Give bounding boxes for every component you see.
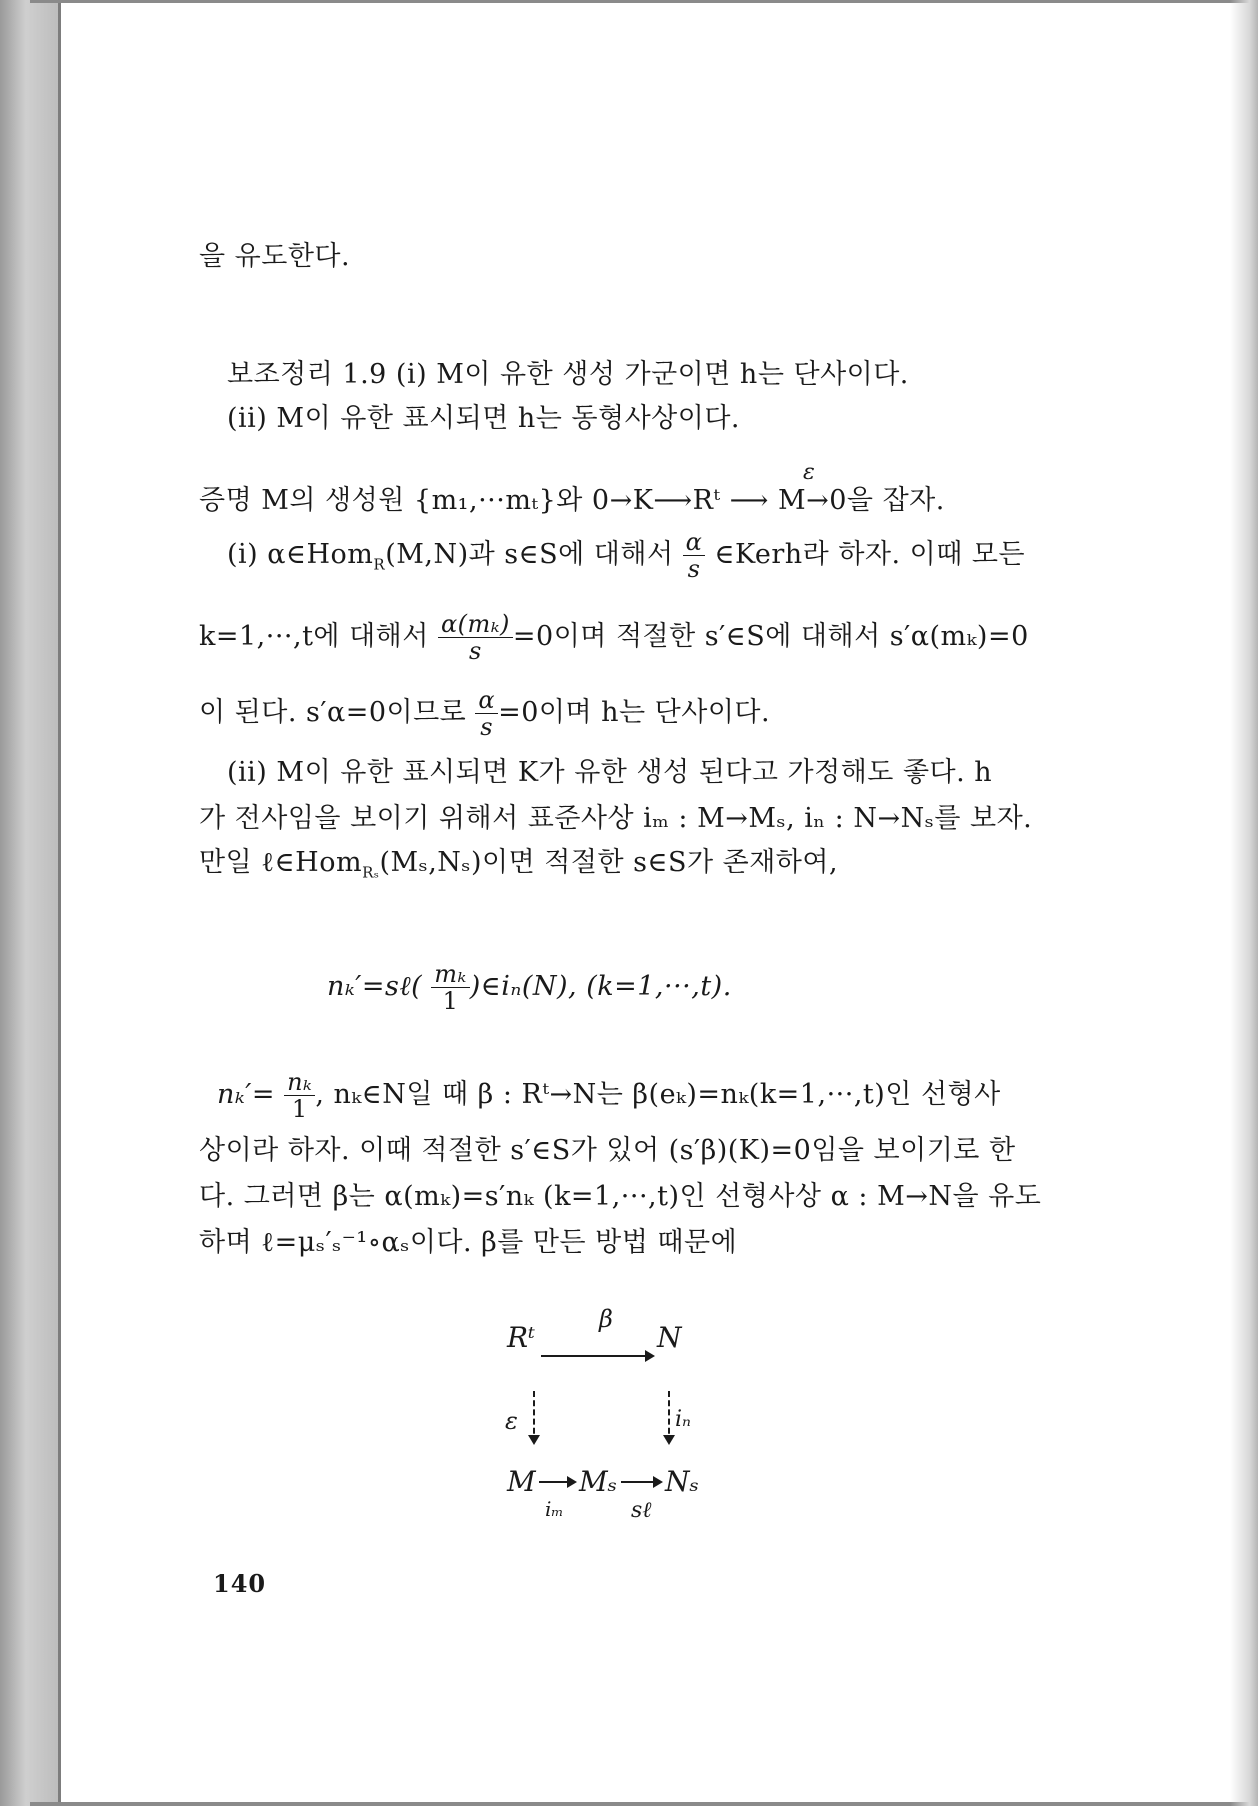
bottom-border bbox=[30, 1802, 1258, 1806]
proof-done-line bbox=[199, 687, 770, 740]
denominator: s bbox=[687, 555, 701, 583]
proof-text: 증명 M의 생성원 {m₁,···mₜ}와 0→K⟶Rᵗ ⟶ M→0을 잡자. bbox=[199, 485, 945, 516]
text-span: (Mₛ,Nₛ)이면 적절한 s∈S가 존재하여, bbox=[379, 847, 839, 878]
page-number: 140 bbox=[213, 1569, 267, 1598]
diagram-N: N bbox=[657, 1321, 682, 1354]
para2-line-3: 다. 그러면 β는 α(mₖ)=s′nₖ (k=1,···,t)인 선형사상 α : M→N을 유도 bbox=[199, 1181, 1042, 1212]
diagram-eps: ε bbox=[505, 1407, 518, 1435]
proof-ii-line-3 bbox=[199, 845, 838, 890]
arrow-eps bbox=[533, 1391, 535, 1443]
denominator: 1 bbox=[442, 987, 459, 1015]
text-span: , nₖ∈N일 때 β : Rᵗ→N는 β(eₖ)=nₖ(k=1,···,t)인 선형사 bbox=[315, 1079, 1001, 1110]
arrow-sl bbox=[621, 1481, 661, 1483]
diagram-iM: iₘ bbox=[545, 1497, 564, 1521]
text-span: nₖ′= bbox=[217, 1079, 275, 1110]
denominator: s bbox=[469, 637, 482, 665]
lemma-line-1: 보조정리 1.9 (i) M이 유한 생성 가군이면 h는 단사이다. bbox=[227, 359, 909, 390]
diagram-sl: sℓ bbox=[631, 1498, 652, 1523]
proof-line-1 bbox=[199, 483, 945, 519]
text-span: (M,N)과 s∈S에 대해서 bbox=[385, 539, 674, 570]
subscript: R bbox=[373, 555, 386, 574]
numerator: α bbox=[475, 687, 498, 714]
numerator: mₖ bbox=[431, 961, 470, 988]
lemma-line-2: (ii) M이 유한 표시되면 h는 동형사상이다. bbox=[227, 403, 741, 434]
diagram-iN: iₙ bbox=[675, 1407, 691, 1432]
numerator: α bbox=[683, 529, 706, 556]
fraction bbox=[431, 961, 470, 1014]
text-span: ∈Kerh라 하자. 이때 모든 bbox=[714, 539, 1026, 570]
numerator: α(mₖ) bbox=[438, 611, 513, 638]
para2-line-2: 상이라 하자. 이때 적절한 s′∈S가 있어 (s′β)(K)=0임을 보이기로 한 bbox=[199, 1135, 1016, 1166]
para2-line-4: 하며 ℓ=μₛ′ₛ⁻¹∘αₛ이다. β를 만든 방법 때문에 bbox=[199, 1227, 738, 1258]
text-span: )∈iₙ(N), (k=1,···,t). bbox=[469, 971, 732, 1002]
equation-line bbox=[327, 961, 732, 1014]
proof-ii-line-2: 가 전사임을 보이기 위해서 표준사상 iₘ : M→Mₛ, iₙ : N→Nₛ를 보자. bbox=[199, 803, 1033, 834]
text-span: k=1,···,t에 대해서 bbox=[199, 621, 429, 652]
fraction bbox=[438, 611, 513, 664]
numerator: nₖ bbox=[284, 1069, 315, 1096]
diagram-Ns: Nₛ bbox=[665, 1465, 699, 1498]
diagram-Ms: Mₛ bbox=[579, 1465, 618, 1498]
diagram-beta: β bbox=[599, 1305, 613, 1333]
text-span: =0이며 h는 단사이다. bbox=[498, 697, 771, 728]
proof-i-line bbox=[227, 529, 1025, 582]
denominator: s bbox=[480, 713, 494, 741]
text-span: nₖ′=sℓ( bbox=[327, 971, 423, 1002]
arrow-beta bbox=[541, 1355, 653, 1357]
page-edge-shadow bbox=[1230, 0, 1258, 1806]
arrow-iN bbox=[668, 1391, 670, 1443]
book-page bbox=[61, 3, 1230, 1802]
denominator: 1 bbox=[291, 1095, 308, 1123]
text-span: 만일 ℓ∈Hom bbox=[199, 847, 363, 878]
para2-line-1 bbox=[217, 1069, 1001, 1122]
text-line: 을 유도한다. bbox=[199, 241, 351, 272]
proof-ii-line-1: (ii) M이 유한 표시되면 K가 유한 생성 된다고 가정해도 좋다. h bbox=[227, 757, 993, 788]
fraction bbox=[284, 1069, 315, 1122]
arrow-iM bbox=[539, 1481, 575, 1483]
epsilon-label: ε bbox=[803, 460, 816, 485]
subscript: Rₛ bbox=[362, 863, 380, 882]
fraction bbox=[475, 687, 498, 740]
diagram-Rt: Rᵗ bbox=[507, 1321, 535, 1354]
book-spine bbox=[0, 0, 58, 1806]
diagram-M: M bbox=[507, 1465, 536, 1498]
text-span: 이 된다. s′α=0이므로 bbox=[199, 697, 467, 728]
text-span: (i) α∈Hom bbox=[227, 539, 374, 570]
fraction bbox=[683, 529, 706, 582]
text-span: =0이며 적절한 s′∈S에 대해서 s′α(mₖ)=0 bbox=[512, 621, 1029, 652]
proof-k-line bbox=[199, 611, 1029, 664]
